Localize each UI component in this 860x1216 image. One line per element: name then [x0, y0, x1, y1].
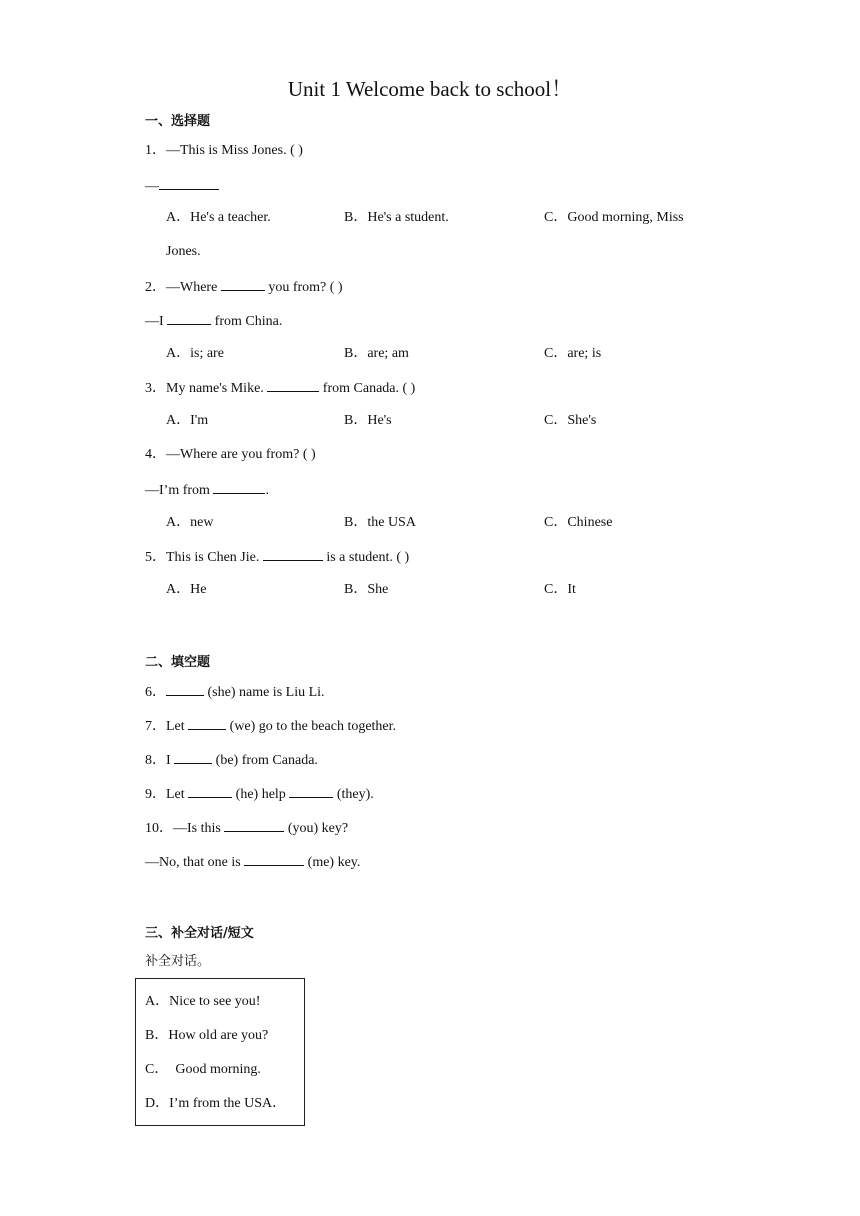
question-3: [145, 378, 415, 398]
answer-blank[interactable]: [159, 176, 219, 190]
question-1: [145, 142, 303, 160]
question-2-line-2: [145, 311, 282, 331]
question-2: [145, 277, 343, 297]
q3-option-c: C．She's: [544, 413, 597, 428]
question-number: 4．: [145, 447, 166, 462]
answer-blank[interactable]: [174, 750, 212, 764]
question-6: [145, 682, 325, 702]
question-number: 5．: [145, 550, 166, 565]
box-option-b: B．How old are you?: [145, 1028, 269, 1043]
answer-blank[interactable]: [188, 716, 226, 730]
question-text: (we) go to the beach together.: [229, 719, 397, 734]
answer-blank[interactable]: [213, 480, 265, 494]
question-4: [145, 446, 316, 464]
question-number: 3．: [145, 381, 166, 396]
question-text: Let: [166, 787, 185, 802]
question-text: —I: [145, 314, 164, 329]
options-box: [135, 978, 305, 1126]
question-text: —I’m from: [145, 483, 210, 498]
question-number: 9．: [145, 787, 166, 802]
question-text: —Where are you from? ( ): [166, 447, 316, 462]
box-option-c: C． Good morning.: [145, 1062, 261, 1077]
question-10-line-2: [145, 852, 360, 872]
question-text: —Is this: [173, 821, 221, 836]
question-text: (me) key.: [307, 855, 361, 870]
section-heading-fill-blank: 二、填空题: [145, 655, 211, 670]
section-instruction: 补全对话。: [145, 954, 211, 969]
answer-blank[interactable]: [221, 277, 265, 291]
question-10: [145, 818, 348, 838]
section-heading-choice: 一、选择题: [145, 114, 211, 129]
question-7: [145, 716, 396, 736]
question-number: 1．: [145, 143, 166, 158]
question-text: —Where: [166, 280, 218, 295]
question-4-line-2: [145, 480, 269, 500]
question-text: is a student. ( ): [326, 550, 410, 565]
question-text: This is Chen Jie.: [166, 550, 260, 565]
question-8: [145, 750, 318, 770]
question-text: Let: [166, 719, 185, 734]
q1-option-a: A．He's a teacher.: [166, 210, 271, 225]
question-number: 7．: [145, 719, 166, 734]
q4-option-c: C．Chinese: [544, 515, 613, 530]
dash: —: [145, 179, 159, 194]
q2-option-c: C．are; is: [544, 346, 602, 361]
answer-blank[interactable]: [166, 682, 204, 696]
question-number: 8．: [145, 753, 166, 768]
question-number: 10．: [145, 821, 173, 836]
question-text: (he) help: [235, 787, 286, 802]
q5-option-c: C．It: [544, 582, 576, 597]
q2-option-a: A．is; are: [166, 346, 224, 361]
answer-blank[interactable]: [244, 852, 304, 866]
question-5: [145, 547, 409, 567]
question-text: (you) key?: [287, 821, 349, 836]
question-text: (she) name is Liu Li.: [207, 685, 325, 700]
box-option-d: D．I’m from the USA．: [145, 1096, 287, 1111]
question-text: from Canada. ( ): [322, 381, 416, 396]
answer-blank[interactable]: [167, 311, 211, 325]
q4-option-b: B．the USA: [344, 515, 416, 530]
question-text: you from? ( ): [268, 280, 343, 295]
question-text: I: [166, 753, 171, 768]
question-text: (they).: [336, 787, 374, 802]
q1-option-c-continued: Jones.: [166, 244, 201, 259]
page-title: Unit 1 Welcome back to school！: [287, 77, 573, 101]
period: .: [265, 483, 269, 498]
question-text: —No, that one is: [145, 855, 241, 870]
answer-blank[interactable]: [289, 784, 333, 798]
q5-option-b: B．She: [344, 582, 389, 597]
question-number: 2．: [145, 280, 166, 295]
q1-option-b: B．He's a student.: [344, 210, 449, 225]
answer-blank[interactable]: [263, 547, 323, 561]
q5-option-a: A．He: [166, 582, 207, 597]
q4-option-a: A．new: [166, 515, 214, 530]
question-1-answer-line: [145, 176, 219, 196]
question-text: (be) from Canada.: [215, 753, 318, 768]
q2-option-b: B．are; am: [344, 346, 409, 361]
question-number: 6．: [145, 685, 166, 700]
answer-blank[interactable]: [224, 818, 284, 832]
q1-option-c: C．Good morning, Miss: [544, 210, 684, 225]
answer-blank[interactable]: [188, 784, 232, 798]
q3-option-a: A．I'm: [166, 413, 209, 428]
q3-option-b: B．He's: [344, 413, 392, 428]
question-text: My name's Mike.: [166, 381, 264, 396]
box-option-a: A．Nice to see you!: [145, 994, 261, 1009]
question-9: [145, 784, 374, 804]
answer-blank[interactable]: [267, 378, 319, 392]
section-heading-dialogue: 三、补全对话/短文: [145, 926, 254, 941]
question-text: —This is Miss Jones. ( ): [166, 143, 303, 158]
question-text: from China.: [214, 314, 283, 329]
